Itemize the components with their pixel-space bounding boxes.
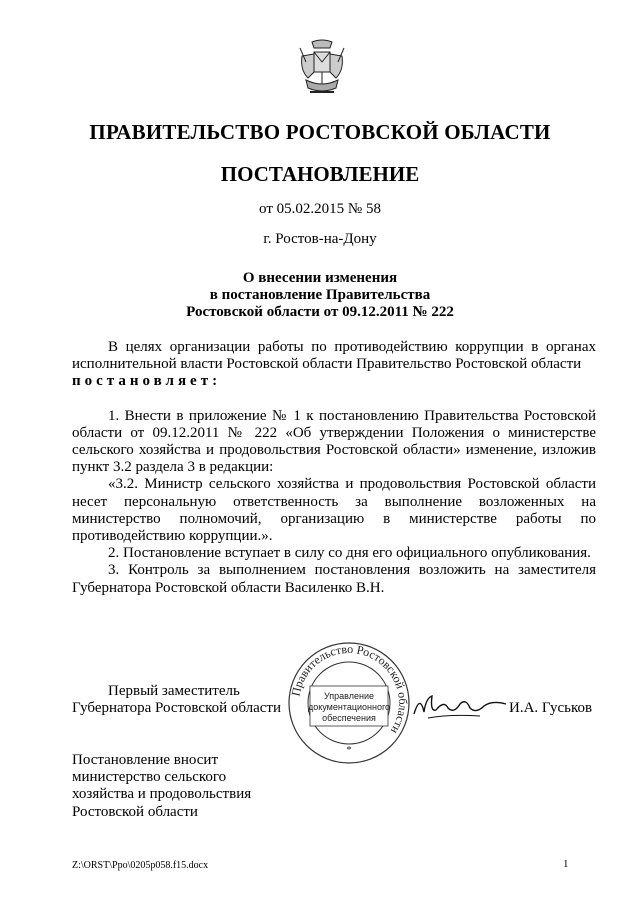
signatory-name: И.А. Гуськов — [509, 700, 593, 716]
item-1-paragraph: 1. Внести в приложение № 1 к постановлению Правительства Ростовской области от 09.12.2011 № 222 «Об утверждении Положения о министерстве сельского хозяйства и продовольствия Ростовской области» изменение, изложив пункт 3.2 раздела 3 в редакции: — [72, 407, 596, 476]
coat-of-arms-icon — [296, 38, 348, 98]
stamp-inner-line-3: обеспечения — [322, 713, 376, 723]
item-1-quote-paragraph: «3.2. Министр сельского хозяйства и продовольствия Ростовской области несет персональную ответственность за выполнение возложенных на министерство полномочий, организацию в министерстве работы по противодействию коррупции.». — [72, 476, 596, 545]
introduced-line-1: Постановление вносит — [72, 752, 219, 768]
city-line: г. Ростов-на-Дону — [263, 231, 377, 247]
introduced-line-3: хозяйства и продовольствия — [72, 786, 252, 803]
file-path: Z:\ORST\Ppo\0205p058.f15.docx — [72, 860, 209, 871]
stamp-star: * — [346, 744, 352, 756]
decree-word: постановляет: — [72, 373, 222, 390]
document-body — [72, 339, 596, 597]
subject-line-2: в постановление Правительства — [209, 287, 431, 303]
position-line-2: Губернатора Ростовской области — [72, 700, 282, 717]
stamp-inner-line-1: Управление — [323, 691, 375, 701]
item-3-paragraph: 3. Контроль за выполнением постановления возложить на заместителя Губернатора Ростовской области Василенко В.Н. — [72, 562, 596, 596]
preamble-paragraph: В целях организации работы по противодействию коррупции в органах исполнительной власти Ростовской области Правительство Ростовской области — [72, 339, 596, 373]
stamp-inner-line-2: документационного — [307, 702, 391, 712]
introduced-by-block — [72, 752, 251, 821]
subject-line-3: Ростовской области от 09.12.2011 № 222 — [186, 304, 454, 320]
date-number: от 05.02.2015 № 58 — [259, 201, 381, 217]
subject-line-1: О внесении изменения — [242, 270, 398, 286]
introduced-line-4: Ростовской области — [72, 803, 198, 820]
page-number: 1 — [563, 858, 569, 870]
introduced-line-2: министерство сельского — [72, 769, 227, 786]
position-line-1: Первый заместитель — [108, 683, 240, 699]
official-stamp — [286, 640, 412, 766]
signatory-position — [72, 683, 281, 717]
stamp-ring-text: Правительство Ростовской области — [288, 641, 411, 737]
doc-type-title: ПОСТАНОВЛЕНИЕ — [220, 162, 420, 186]
handwritten-signature — [410, 688, 510, 728]
org-title: ПРАВИТЕЛЬСТВО РОСТОВСКОЙ ОБЛАСТИ — [89, 120, 551, 144]
item-2-paragraph: 2. Постановление вступает в силу со дня его официального опубликования. — [108, 545, 591, 562]
subject-heading — [0, 270, 640, 321]
